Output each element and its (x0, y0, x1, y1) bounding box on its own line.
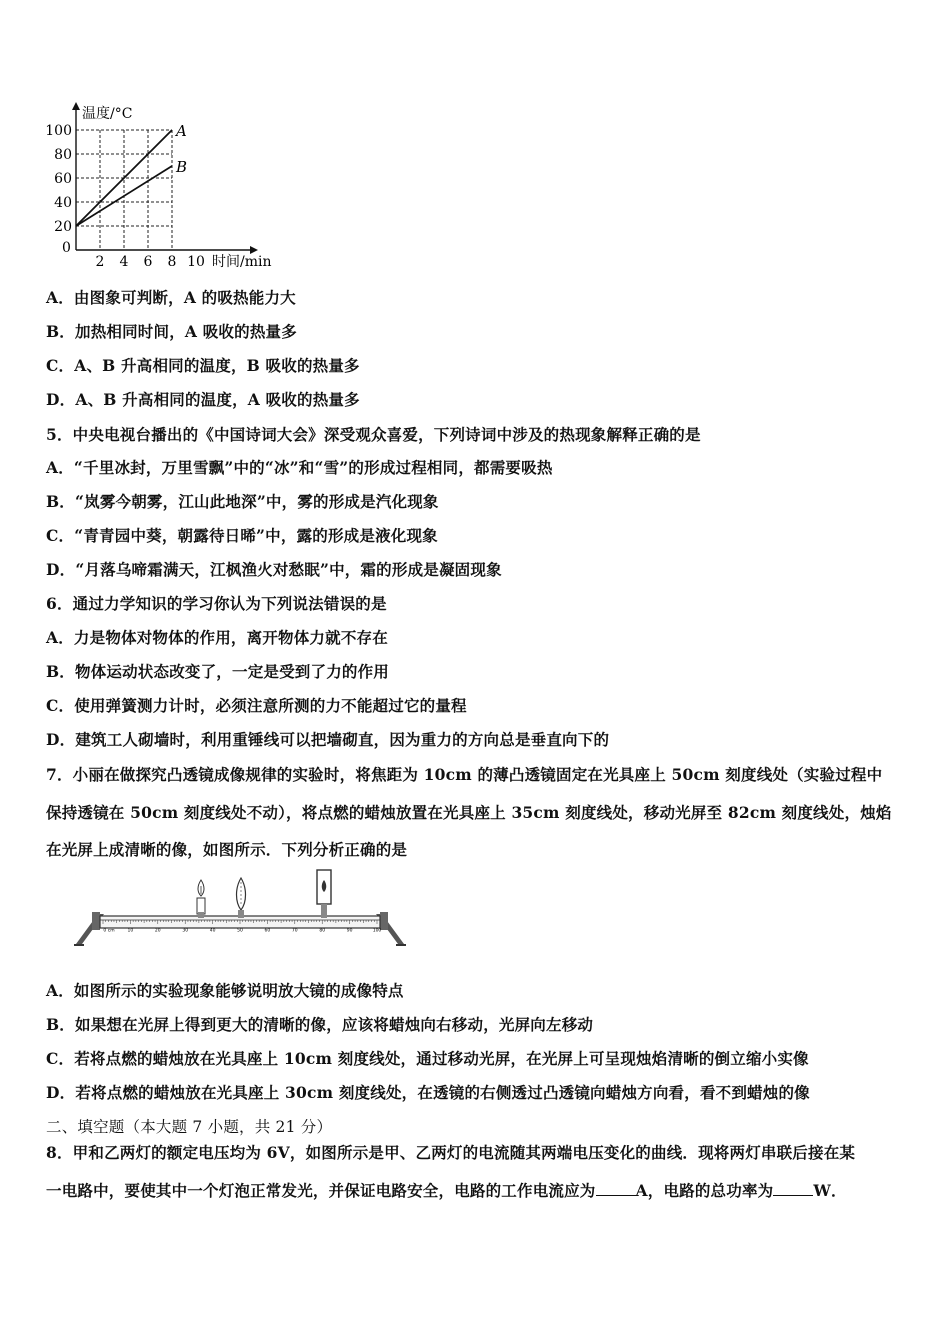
bench-tick-label: 40 (209, 928, 216, 934)
q5-option-b: B．“岚雾今朝雾，江山此地深”中，雾的形成是汽化现象 (46, 492, 439, 511)
bench-tick-label: 0 cm (103, 928, 115, 934)
y-tick-label: 20 (54, 219, 72, 235)
bench-tick-label: 10 (127, 928, 134, 934)
x-axis-label: 时间/min (212, 254, 272, 270)
q6-option-d: D．建筑工人砌墙时，利用重锤线可以把墙砌直，因为重力的方向总是垂直向下的 (46, 730, 610, 749)
y-axis-label: 温度/°C (82, 106, 133, 122)
x-tick-label: 10 (187, 254, 205, 270)
answer-blank-power[interactable] (773, 1181, 813, 1196)
y-tick-label: 100 (45, 123, 72, 139)
q8-line-1: 8．甲和乙两灯的额定电压均为 6V，如图所示是甲、乙两灯的电流随其两端电压变化的曲线．现将两灯串联后接在某 (46, 1143, 856, 1162)
bench-tick-label: 100 (372, 928, 382, 934)
series-label-a: A (176, 122, 187, 140)
q8-line-2 (46, 1179, 847, 1201)
q7-option-c: C．若将点燃的蜡烛放在光具座上 10cm 刻度线处，通过移动光屏，在光屏上可呈现烛焰清晰的倒立缩小实像 (46, 1049, 809, 1068)
x-tick-label: 4 (119, 254, 129, 270)
y-tick-label: 60 (54, 171, 72, 187)
q7-stem-line-2: 保持透镜在 50cm 刻度线处不动），将点燃的蜡烛放置在光具座上 35cm 刻度线处，移动光屏至 82cm 刻度线处，烛焰 (46, 803, 892, 822)
y-tick-label: 40 (54, 195, 72, 211)
bench-tick-label: 70 (291, 928, 298, 934)
y-tick-labels (45, 123, 72, 235)
origin-label: 0 (62, 240, 71, 256)
bench-tick-label: 90 (346, 928, 353, 934)
convex-lens (237, 878, 246, 918)
bench-tick-label: 30 (182, 928, 189, 934)
x-tick-labels (96, 254, 205, 270)
q4-option-a: A．由图象可判断，A 的吸热能力大 (46, 288, 296, 307)
graph-series (76, 122, 187, 226)
bench-tick-label: 20 (154, 928, 161, 934)
y-tick-label: 80 (54, 147, 72, 163)
graph-grid (76, 130, 172, 250)
x-tick-label: 2 (95, 254, 105, 270)
q5-stem: 5．中央电视台播出的《中国诗词大会》深受观众喜爱，下列诗词中涉及的热现象解释正确的是 (46, 425, 701, 444)
q6-option-b: B．物体运动状态改变了，一定是受到了力的作用 (46, 662, 390, 681)
bench-tick-label: 60 (264, 928, 271, 934)
q5-option-c: C．“青青园中葵，朝露待日晞”中，露的形成是液化现象 (46, 526, 438, 545)
bench-tick-label: 80 (319, 928, 326, 934)
q7-stem-line-3: 在光屏上成清晰的像，如图所示．下列分析正确的是 (46, 840, 408, 859)
section-2-title: 二、填空题（本大题 7 小题，共 21 分） (46, 1118, 333, 1136)
q6-stem: 6．通过力学知识的学习你认为下列说法错误的是 (46, 594, 387, 613)
q5-option-a: A．“千里冰封，万里雪飘”中的“冰”和“雪”的形成过程相同，都需要吸热 (46, 458, 553, 477)
bench-tick-label: 50 (237, 928, 243, 934)
q4-option-d: D．A、B 升高相同的温度，A 吸收的热量多 (46, 390, 360, 409)
q8-line-2-part-c: W． (813, 1181, 847, 1200)
q5-option-d: D．“月落乌啼霜满天，江枫渔火对愁眠”中，霜的形成是凝固现象 (46, 560, 502, 579)
q8-line-2-part-b: A，电路的总功率为 (635, 1181, 774, 1200)
series-label-b: B (176, 158, 188, 176)
q7-option-b: B．如果想在光屏上得到更大的清晰的像，应该将蜡烛向右移动，光屏向左移动 (46, 1015, 594, 1034)
x-tick-label: 6 (143, 254, 153, 270)
q7-option-a: A．如图所示的实验现象能够说明放大镜的成像特点 (46, 981, 404, 1000)
q7-stem-line-1: 7．小丽在做探究凸透镜成像规律的实验时，将焦距为 10cm 的薄凸透镜固定在光具座上 50cm 刻度线处（实验过程中 (46, 765, 883, 784)
candle (197, 880, 205, 918)
q6-option-c: C．使用弹簧测力计时，必须注意所测的力不能超过它的量程 (46, 696, 467, 715)
q4-option-c: C．A、B 升高相同的温度，B 吸收的热量多 (46, 356, 360, 375)
temperature-time-graph (40, 100, 290, 270)
optical-bench-figure (70, 868, 410, 950)
q8-line-2-part-a: 一电路中，要使其中一个灯泡正常发光，并保证电路安全，电路的工作电流应为 (46, 1181, 596, 1200)
q7-option-d: D．若将点燃的蜡烛放在光具座上 30cm 刻度线处，在透镜的右侧透过凸透镜向蜡烛方向看，看不到蜡烛的像 (46, 1083, 810, 1102)
light-screen (317, 870, 331, 918)
q6-option-a: A．力是物体对物体的作用，离开物体力就不存在 (46, 628, 388, 647)
x-tick-label: 8 (167, 254, 177, 270)
answer-blank-current[interactable] (596, 1181, 636, 1196)
q4-option-b: B．加热相同时间，A 吸收的热量多 (46, 322, 297, 341)
